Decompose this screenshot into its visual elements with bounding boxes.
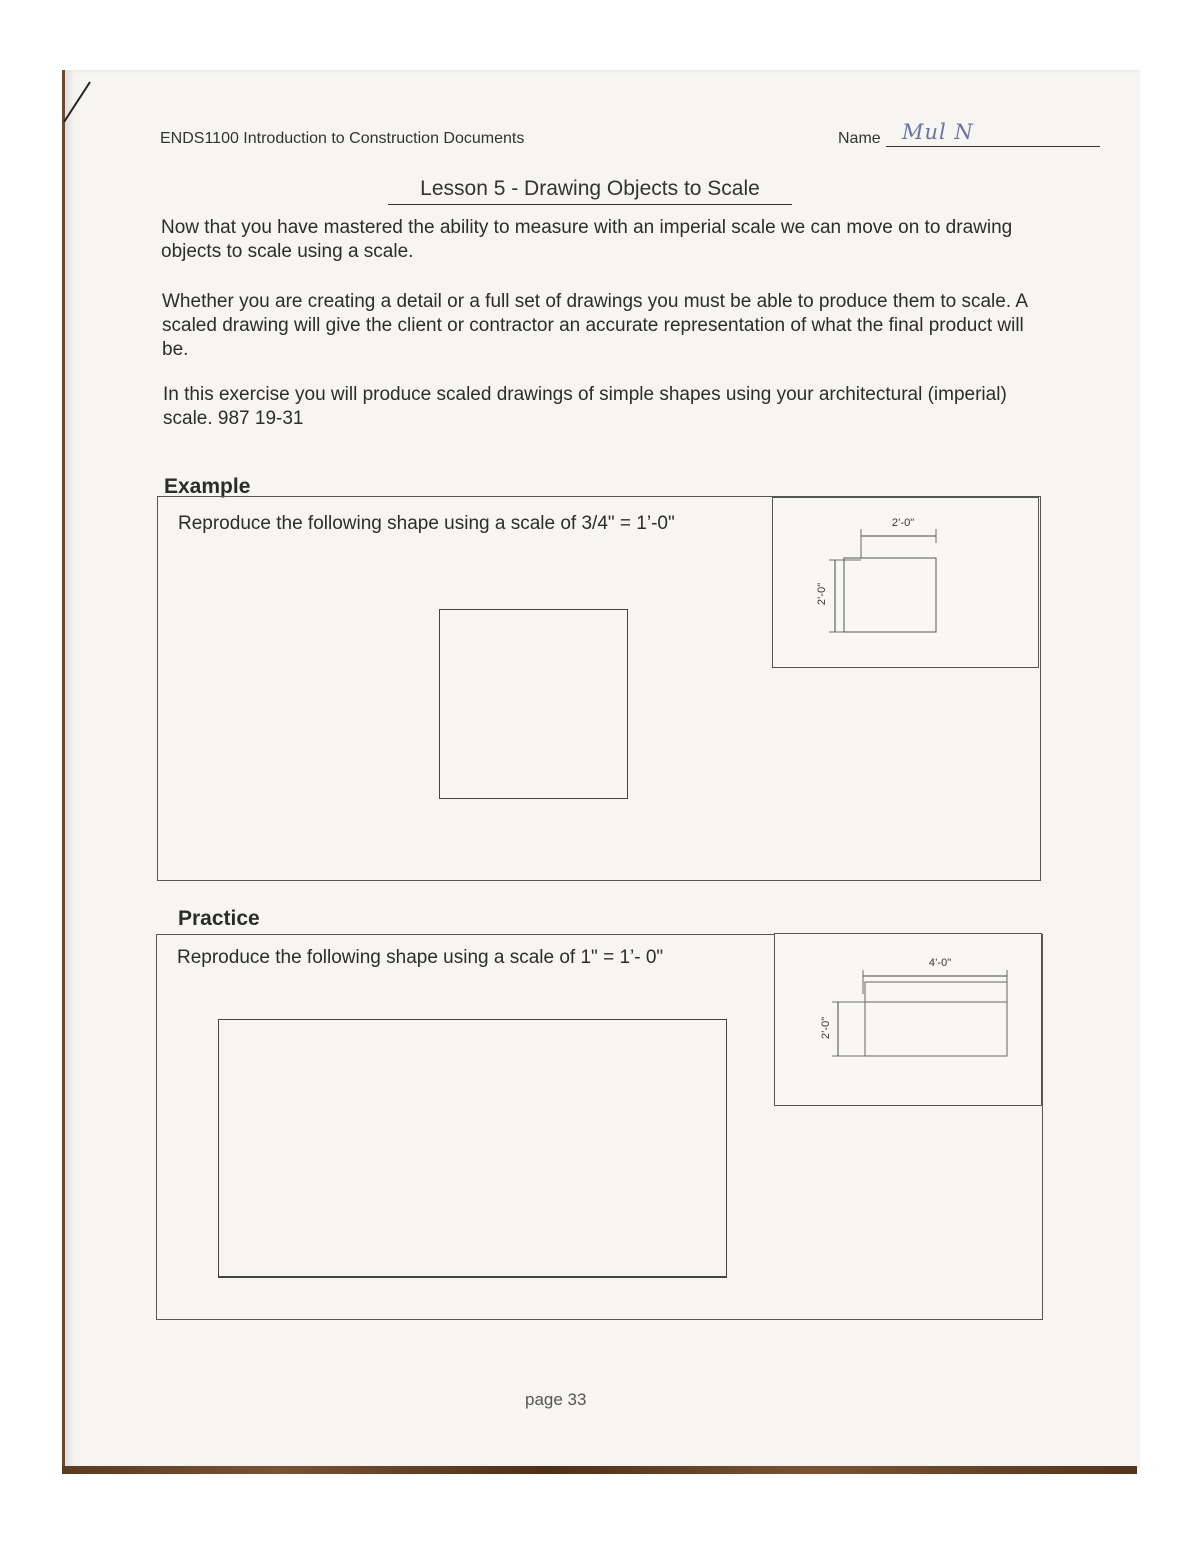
practice-reference-shape (774, 933, 1042, 1106)
name-label: Name (838, 130, 881, 147)
reference-square (844, 558, 936, 632)
width-dimension-label: 2’-0" (891, 517, 915, 529)
practice-instruction: Reproduce the following shape using a scale of 1" = 1’- 0" (177, 947, 664, 968)
example-instruction: Reproduce the following shape using a scale of 3/4" = 1’-0" (178, 513, 675, 534)
height-dimension-label: 2’-0" (820, 1016, 832, 1040)
exercise-paragraph: In this exercise you will produce scaled drawings of simple shapes using your architectural (imperial) scale. 987 19-31 (163, 384, 1007, 429)
example-heading: Example (164, 475, 251, 498)
course-title: ENDS1100 Introduction to Construction Documents (160, 130, 525, 147)
scale-paragraph: Whether you are creating a detail or a full set of drawings you must be able to produce them to scale. A scaled drawing will give the client or contractor an accurate representation of what the final product will be. (162, 291, 1027, 360)
name-line (886, 146, 1100, 147)
pencil-mark (60, 78, 100, 128)
practice-heading: Practice (178, 907, 260, 930)
reference-rectangle (865, 982, 1007, 1056)
desk-edge (62, 1466, 1137, 1474)
lesson-title: Lesson 5 - Drawing Objects to Scale (388, 177, 792, 205)
practice-drawn-rectangle (218, 1019, 727, 1278)
width-dimension-label: 4’-0" (928, 957, 952, 969)
height-dimension-label: 2’-0" (816, 582, 828, 606)
example-reference-shape (772, 497, 1039, 668)
page-number: page 33 (525, 1390, 587, 1409)
name-handwritten: Mul N (902, 120, 974, 144)
intro-paragraph: Now that you have mastered the ability to measure with an imperial scale we can move on to drawing objects to scale using a scale. (161, 217, 1013, 262)
example-drawn-square (439, 609, 628, 799)
